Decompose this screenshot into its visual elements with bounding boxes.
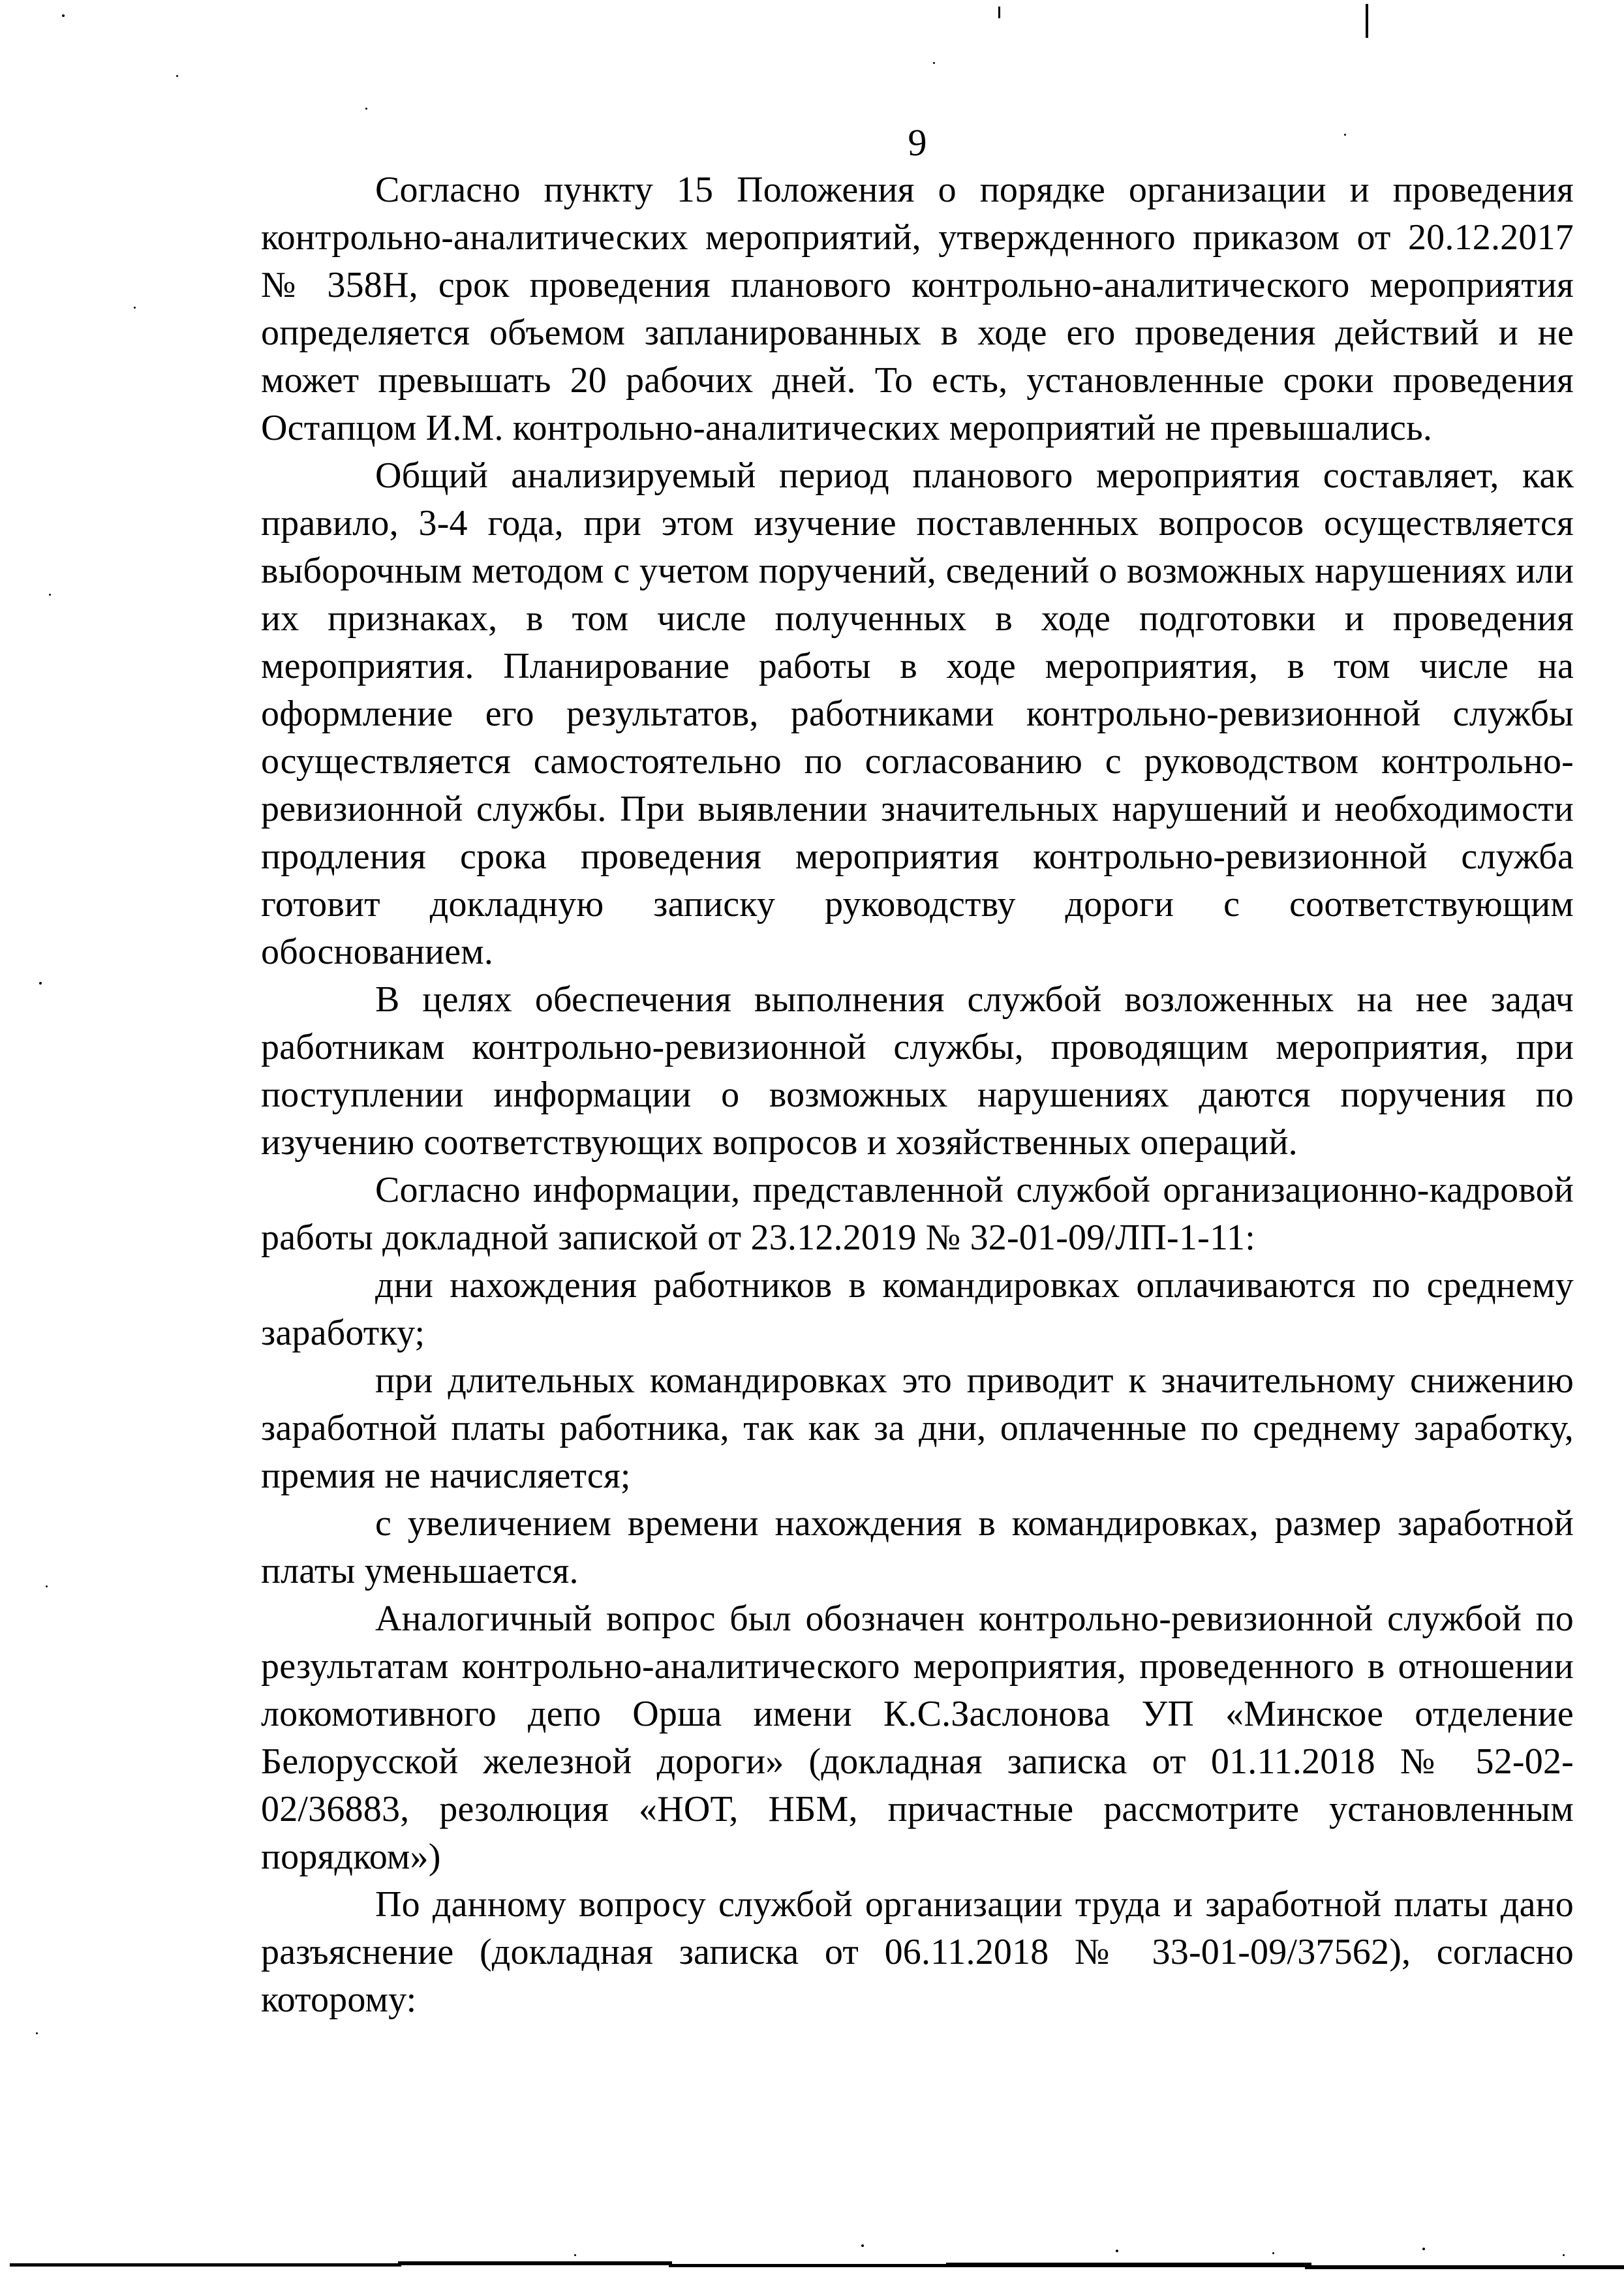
scan-speck-artifact xyxy=(861,2244,864,2247)
scan-line-artifact xyxy=(998,7,1000,18)
paragraph-1: Согласно пункту 15 Положения о порядке организации и проведения контрольно-аналитических мероприятий, утвержденного приказом от 20.12.2017 № 358Н, срок проведения планового контрольно-аналитического мероприятия определяется объемом запланированных в ходе его проведения действий и не может превышать 20 рабочих дней. То есть, установленные сроки проведения Остапцом И.М. контрольно-аналитических мероприятий не превышались. xyxy=(261,170,1574,448)
scan-line-artifact xyxy=(10,2263,401,2267)
scan-speck-artifact xyxy=(1272,2252,1274,2254)
scan-speck-artifact xyxy=(46,1585,48,1587)
paragraph-5: дни нахождения работников в командировках оплачиваются по среднему заработку; xyxy=(261,1265,1574,1353)
scan-speck-artifact xyxy=(36,2032,38,2034)
scan-speck-artifact xyxy=(39,982,42,985)
scan-speck-artifact xyxy=(1344,134,1346,136)
scan-line-artifact xyxy=(669,2264,949,2267)
scan-speck-artifact xyxy=(49,594,51,596)
paragraph-8: Аналогичный вопрос был обозначен контрольно-ревизионной службой по результатам контрольно-аналитического мероприятия, проведенного в отношении локомотивного депо Орша имени К.С.Заслонова УП «Минское отделение Белорусской железной дороги» (докладная записка от 01.11.2018 № 52-02-02/36883, резолюция «НОТ, НБМ, причастные рассмотрите установленным порядком») xyxy=(261,1598,1574,1877)
scan-line-artifact xyxy=(1366,4,1368,38)
scan-speck-artifact xyxy=(62,14,65,17)
paragraph-2: Общий анализируемый период планового мероприятия составляет, как правило, 3-4 года, при этом изучение поставленных вопросов осуществляется выборочным методом с учетом поручений, сведений о возможных нарушениях или их признаках, в том числе полученных в ходе подготовки и проведения мероприятия. Планирование работы в ходе мероприятия, в том числе на оформление его результатов, работниками контрольно-ревизионной службы осуществляется самостоятельно по согласованию с руководством контрольно-ревизионной службы. При выявлении значительных нарушений и необходимости продления срока проведения мероприятия контрольно-ревизионной служба готовит докладную записку руководству дороги с соответствующим обоснованием. xyxy=(261,455,1574,972)
paragraph-3: В целях обеспечения выполнения службой возложенных на нее задач работникам контрольно-ревизионной службы, проводящим мероприятия, при поступлении информации о возможных нарушениях даются поручения по изучению соответствующих вопросов и хозяйственных операций. xyxy=(261,979,1574,1163)
page-number: 9 xyxy=(908,121,927,164)
scan-speck-artifact xyxy=(574,2254,576,2256)
scan-speck-artifact xyxy=(1422,2248,1425,2250)
scan-line-artifact xyxy=(1305,2265,1624,2269)
paragraph-4: Согласно информации, представленной службой организационно-кадровой работы докладной запиской от 23.12.2019 № 32-01-09/ЛП-1-11: xyxy=(261,1170,1574,1258)
scan-speck-artifact xyxy=(1116,2250,1118,2252)
scan-speck-artifact xyxy=(365,108,367,110)
scan-speck-artifact xyxy=(176,75,178,77)
scan-speck-artifact xyxy=(1563,2254,1565,2256)
paragraph-6: при длительных командировках это приводит к значительному снижению заработной платы работника, так как за дни, оплаченные по среднему заработку, премия не начисляется; xyxy=(261,1360,1574,1496)
paragraph-7: с увеличением времени нахождения в командировках, размер заработной платы уменьшается. xyxy=(261,1503,1574,1591)
scan-line-artifact xyxy=(398,2261,672,2265)
scan-speck-artifact xyxy=(933,62,935,64)
scan-speck-artifact xyxy=(134,307,136,309)
text-column xyxy=(261,119,1574,2024)
paragraph-9: По данному вопросу службой организации труда и заработной платы дано разъяснение (докладная записка от 06.11.2018 № 33-01-09/37562), согласно которому: xyxy=(261,1884,1574,2020)
scan-line-artifact xyxy=(946,2263,1311,2267)
